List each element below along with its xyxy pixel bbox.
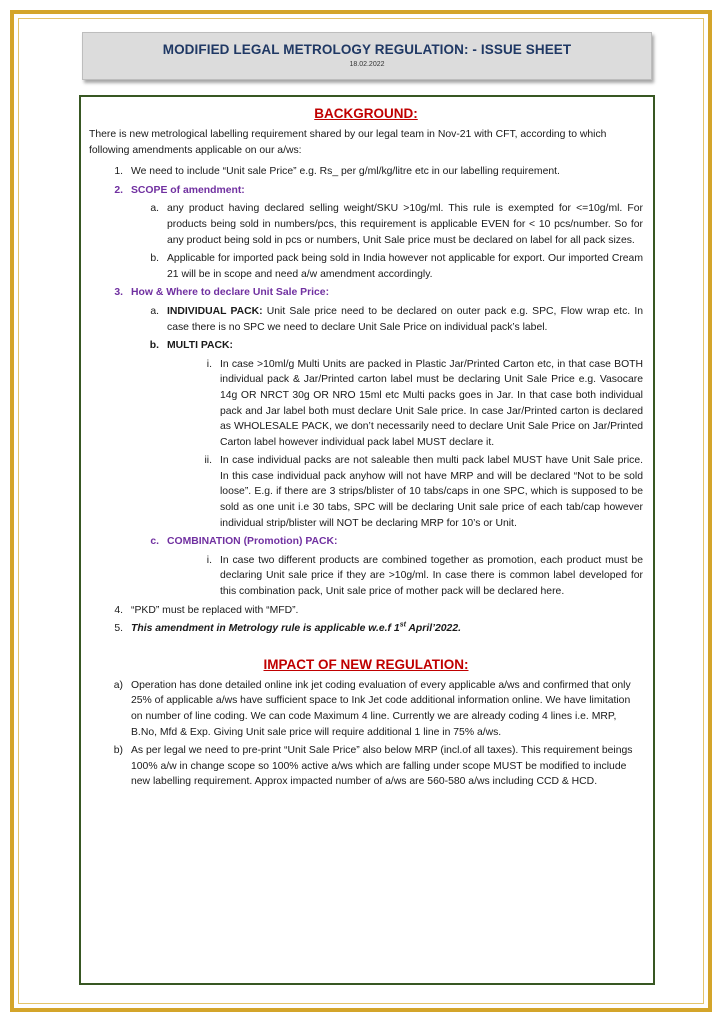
combination-pack-item-i [89, 553, 643, 600]
list-number: 2. [114, 184, 123, 196]
document-date: 18.02.2022 [349, 61, 385, 68]
list-letter: a. [150, 305, 159, 317]
section-spacer [89, 640, 643, 654]
list-item-text [167, 304, 643, 335]
list-letter: a) [113, 679, 123, 691]
list-item-text: In case two different products are combined together as promotion, each product must be declaring Unit sale price if they are >10g/ml. In case there is common label developed for this combination pack, Unit sale price of mother pack will be declared here. [220, 554, 643, 598]
list-item-1 [89, 164, 643, 180]
ordinal-suffix: st [399, 621, 406, 629]
list-item-2 [89, 183, 643, 199]
multi-pack-item-i [89, 357, 643, 451]
list-item-5 [89, 621, 643, 637]
document-title: MODIFIED LEGAL METROLOGY REGULATION: - ISSUE SHEET [162, 42, 572, 57]
list-item-text: In case individual packs are not saleable then multi pack label MUST have Unit Sale price. In this case individual pack anyhow will not have MRP and will be declared “Not to be sold loose”. E.g. if there are 3 strips/blister of 10 tabs/caps in one SPC, which is supposed to be sold as one unit i.e 30 tabs, SPC will be declaring Unit sale price of each tab/cap however individual strip/blister will NOT be declaring MRP for 10’s or Unit. [220, 455, 643, 529]
list-item-3 [89, 285, 643, 301]
list-roman: i. [206, 554, 212, 566]
list-item-4 [89, 603, 643, 619]
combination-pack-item [89, 534, 643, 550]
list-number: 3. [114, 287, 123, 299]
individual-pack-text: Unit Sale price need to be declared on outer pack e.g. SPC, Flow wrap etc. In case there is no SPC we need to declare Unit Sale Price on individual pack’s label. [167, 305, 643, 333]
list-letter: a. [150, 203, 159, 215]
list-item-text: Applicable for imported pack being sold in India however not applicable for export. Our imported Cream 21 will be in scope and need a/w amendment accordingly. [167, 253, 643, 280]
list-roman: ii. [204, 455, 212, 467]
scope-item-a [89, 201, 643, 248]
list-number: 1. [114, 166, 123, 178]
content-panel [79, 95, 655, 985]
scope-item-b [89, 251, 643, 282]
effective-date-text [131, 621, 643, 637]
list-item-text: In case >10ml/g Multi Units are packed in Plastic Jar/Printed Carton etc, in that case BOTH individual pack & Jar/Printed carton label must be declaring Unit Sale Price e.g. Vasocare 14g OR NRCT 30g OR NRO 15ml etc Multi packs goes in Jar. In that case both individual pack and Jar label both must declare Unit Sale price. In case Jar/Printed carton is declared as WHOLESALE PACK, we don’t necessarily need to declare Unit Sale Price on Jar/Printed Carton label however individual pack label MUST declare it. [220, 358, 643, 448]
list-item-text: “PKD” must be replaced with “MFD”. [131, 604, 299, 616]
list-number: 5. [114, 623, 123, 635]
scope-heading: SCOPE of amendment: [131, 184, 245, 196]
list-item-text: Operation has done detailed online ink jet coding evaluation of every applicable a/ws and confirmed that only 25% of applicable a/ws have sufficient space to Ink Jet code additional information online. We have limitation on number of line coding. We can code Maximum 4 line. Currently we are already coding 4 lines i.e. MRP, B.No, Mfd & Exp. Giving Unit sale price will require additional 1 line in 75% a/ws. [131, 679, 631, 738]
list-letter: b. [150, 253, 159, 265]
list-letter: b) [113, 745, 123, 757]
how-where-heading: How & Where to declare Unit Sale Price: [131, 287, 330, 299]
header-banner [82, 32, 652, 80]
list-letter: b. [149, 340, 159, 352]
impact-heading: IMPACT OF NEW REGULATION: [263, 656, 469, 672]
list-number: 4. [114, 604, 123, 616]
background-intro: There is new metrological labelling requirement shared by our legal team in Nov-21 with CFT, according to which following amendments applicable on our a/ws: [89, 129, 607, 156]
individual-pack-item [89, 304, 643, 335]
combination-pack-heading: COMBINATION (Promotion) PACK: [167, 536, 338, 548]
multi-pack-label: MULTI PACK: [167, 340, 233, 352]
multi-pack-item-ii [89, 453, 643, 531]
effective-date-tail: April’2022. [405, 623, 461, 635]
list-roman: i. [206, 358, 212, 370]
impact-item-b [89, 743, 643, 790]
list-item-text: any product having declared selling weight/SKU >10g/ml. This rule is exempted for <=10g/ml. For products being sold in numbers/pcs, this requirement is applicable EVEN for < 10 pcs/number. So for any product being sold in pcs or numbers, Unit Sale price must be declared on label for all pack sizes. [167, 203, 643, 246]
individual-pack-label: INDIVIDUAL PACK: [167, 305, 263, 317]
impact-item-a [89, 678, 643, 740]
background-heading: BACKGROUND: [314, 106, 418, 121]
list-letter: c. [150, 536, 159, 548]
list-item-text: As per legal we need to pre-print “Unit Sale Price” also below MRP (incl.of all taxes). This requirement beings 100% a/w in change scope so 100% active a/ws which are falling under scope MUST be modified to include new labelling requirement. Approx impacted number of a/ws are 560-580 a/ws including CCD & HCD. [131, 745, 633, 788]
multi-pack-item [89, 338, 643, 354]
effective-date-lead: This amendment in Metrology rule is applicable w.e.f 1 [131, 623, 400, 635]
list-item-text: We need to include “Unit sale Price” e.g. Rs_ per g/ml/kg/litre etc in our labelling requirement. [131, 166, 560, 178]
